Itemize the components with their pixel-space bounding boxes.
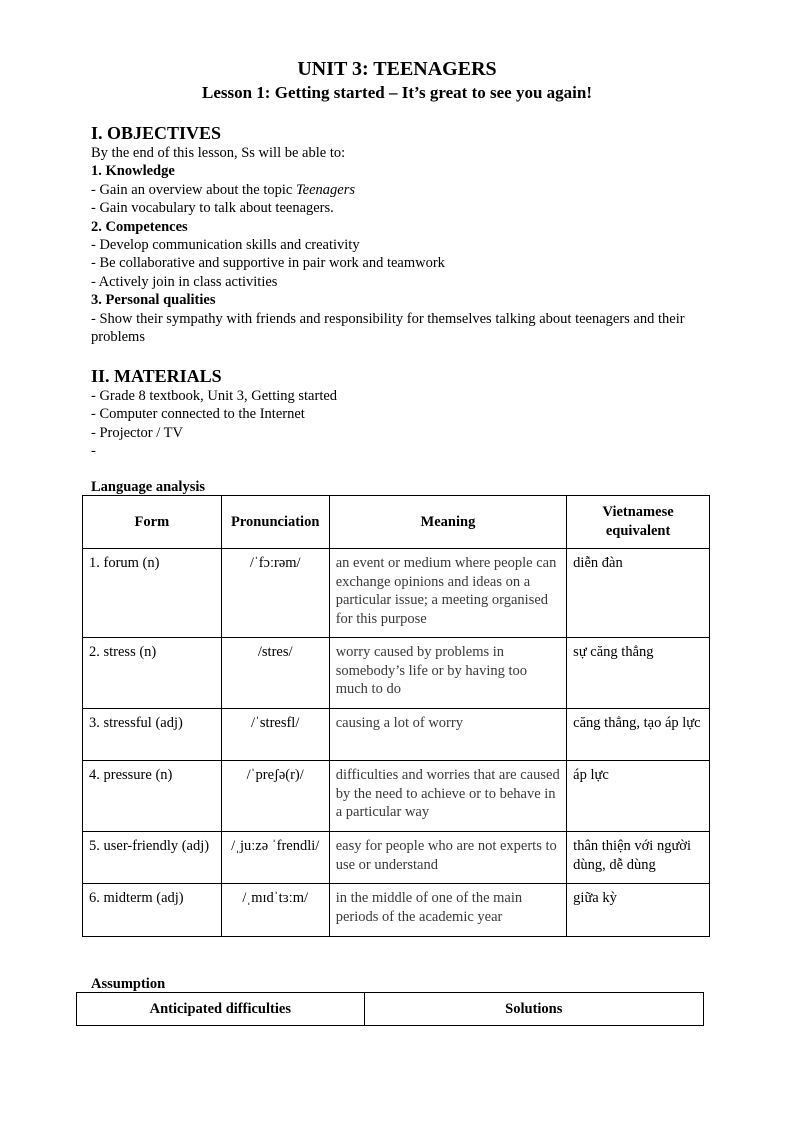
vietnamese-cell: thân thiện với người dùng, dễ dùng [567,832,710,884]
knowledge-item-text: - Gain an overview about the topic [91,181,296,198]
materials-section [91,365,721,461]
column-header: Pronunciation [221,496,329,549]
vietnamese-cell: diễn đàn [567,549,710,638]
form-cell: 4. pressure (n) [83,761,222,832]
language-analysis-table [82,495,710,937]
form-cell: 6. midterm (adj) [83,884,222,937]
meaning-cell: causing a lot of worry [329,709,566,761]
table-row [83,549,710,638]
table-row [83,638,710,709]
assumption-table [76,992,704,1026]
column-header: Solutions [364,993,703,1026]
objectives-heading: I. OBJECTIVES [91,123,222,143]
table-header-row [83,496,710,549]
language-analysis-label: Language analysis [91,479,206,495]
vietnamese-cell: căng thẳng, tạo áp lực [567,709,710,761]
vietnamese-cell: giữa kỳ [567,884,710,937]
vietnamese-cell: sự căng thẳng [567,638,710,709]
column-header: Form [83,496,222,549]
competence-item: - Be collaborative and supportive in pair work and teamwork [91,255,445,272]
knowledge-heading: 1. Knowledge [91,163,175,180]
table-row [83,761,710,832]
materials-heading: II. MATERIALS [91,366,222,386]
assumption-label: Assumption [91,976,166,992]
pronunciation-cell: /ˈpreʃə(r)/ [221,761,329,832]
table-row [83,709,710,761]
pronunciation-cell: /ˌmɪdˈtɜːm/ [221,884,329,937]
meaning-cell: easy for people who are not experts to use or understand [329,832,566,884]
material-item: - Computer connected to the Internet [91,406,305,423]
unit-title: UNIT 3: TEENAGERS [297,58,497,80]
form-cell: 3. stressful (adj) [83,709,222,761]
meaning-cell: difficulties and worries that are caused by the need to achieve or to behave in a particular way [329,761,566,832]
qualities-heading: 3. Personal qualities [91,292,216,309]
lesson-title: Lesson 1: Getting started – It’s great to see you again! [201,83,592,102]
column-header: Anticipated difficulties [77,993,365,1026]
vietnamese-cell: áp lực [567,761,710,832]
competence-item: - Actively join in class activities [91,273,278,290]
table-row [83,832,710,884]
objectives-intro: By the end of this lesson, Ss will be able to: [91,145,346,161]
competence-item: - Develop communication skills and creativity [91,237,360,254]
pronunciation-cell: /stres/ [221,638,329,709]
material-item: - Grade 8 textbook, Unit 3, Getting started [91,388,338,404]
form-cell: 2. stress (n) [83,638,222,709]
table-header-row [77,993,704,1026]
form-cell: 1. forum (n) [83,549,222,638]
column-header: Meaning [329,496,566,549]
pronunciation-cell: /ˈstresfl/ [221,709,329,761]
competences-heading: 2. Competences [91,218,188,235]
column-header: Vietnamese equivalent [567,496,710,549]
form-cell: 5. user-friendly (adj) [83,832,222,884]
knowledge-item: - Gain vocabulary to talk about teenagers. [91,200,334,217]
meaning-cell: worry caused by problems in somebody’s life or by having too much to do [329,638,566,709]
knowledge-item [91,181,721,199]
pronunciation-cell: /ˌjuːzə ˈfrendli/ [221,832,329,884]
meaning-cell: in the middle of one of the main periods of the academic year [329,884,566,937]
objectives-section [91,122,721,346]
knowledge-topic: Teenagers [295,181,356,198]
material-item: - [91,443,96,460]
pronunciation-cell: /ˈfɔːrəm/ [221,549,329,638]
table-row [83,884,710,937]
meaning-cell: an event or medium where people can exchange opinions and ideas on a particular issue; a meeting organised for this purpose [329,549,566,638]
material-item: - Projector / TV [91,424,183,441]
quality-item: - Show their sympathy with friends and responsibility for themselves talking about teenagers and their problems [91,310,685,346]
